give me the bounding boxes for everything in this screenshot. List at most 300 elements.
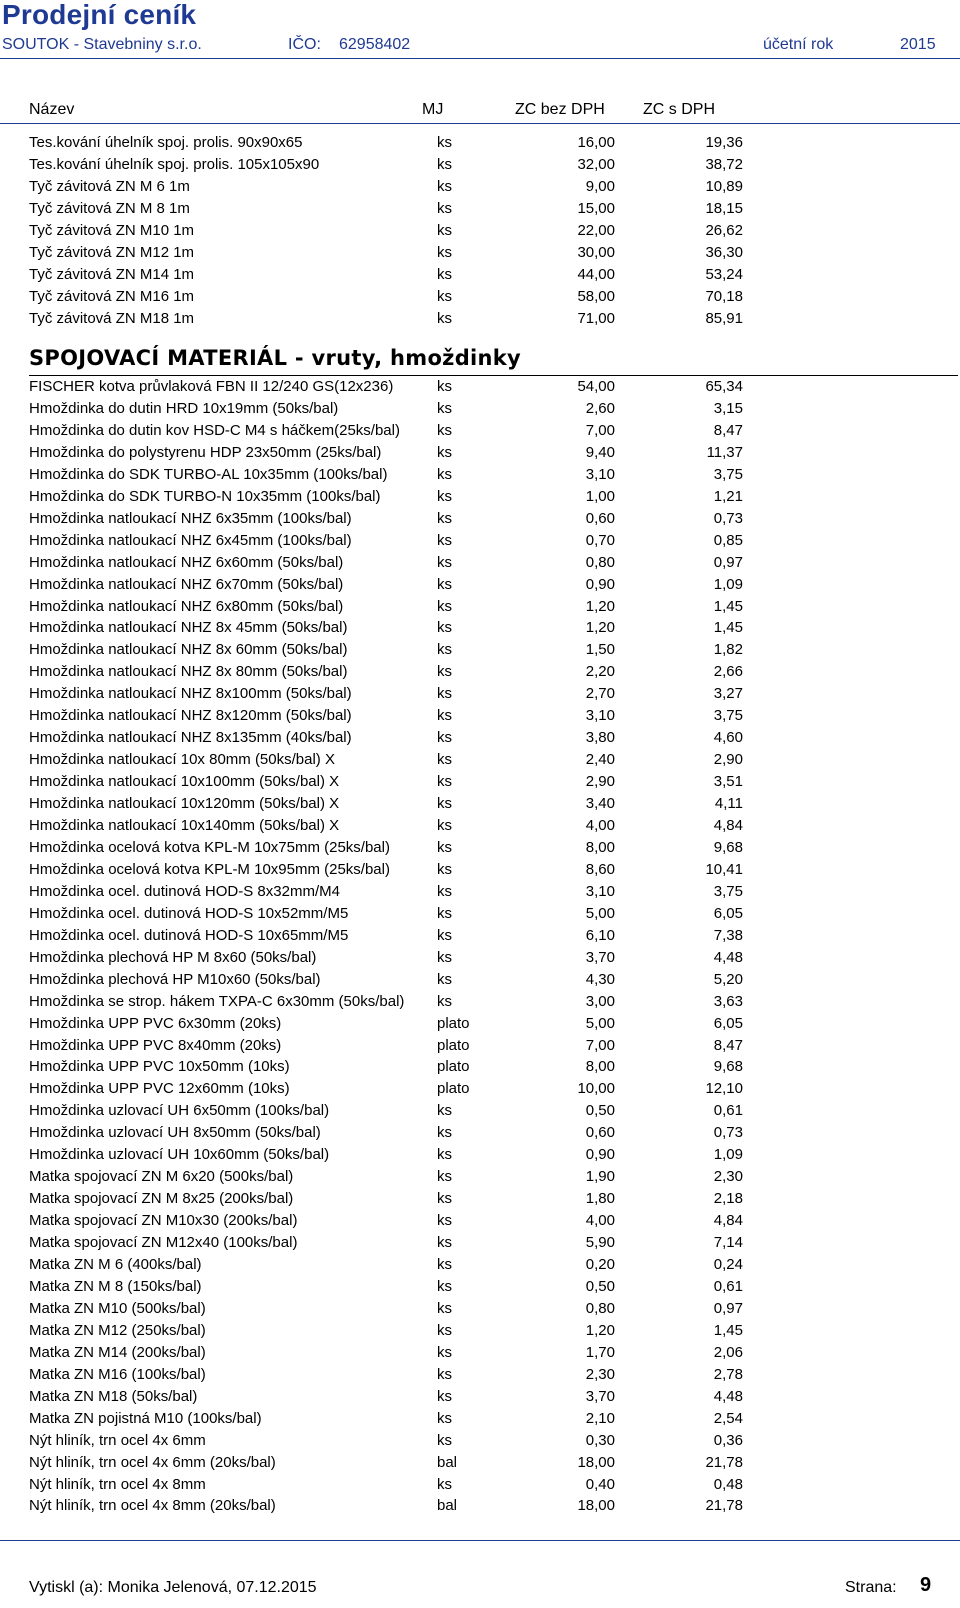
column-header-name: Název <box>29 101 75 118</box>
table-row <box>0 486 960 508</box>
item-unit: ks <box>437 619 452 637</box>
table-row <box>0 903 960 925</box>
item-price-without-vat: 3,80 <box>585 729 615 747</box>
item-price-without-vat: 7,00 <box>585 421 615 439</box>
item-price-with-vat: 0,73 <box>713 1124 743 1142</box>
item-unit: ks <box>437 443 452 461</box>
item-price-without-vat: 22,00 <box>577 221 615 239</box>
column-header-price-with-vat: ZC s DPH <box>643 101 715 118</box>
item-price-with-vat: 1,09 <box>713 575 743 593</box>
item-unit: ks <box>437 1146 452 1164</box>
item-unit: ks <box>437 553 452 571</box>
item-unit: ks <box>437 1409 452 1427</box>
item-name: Tyč závitová ZN M16 1m <box>29 287 195 305</box>
item-unit: bal <box>437 1453 458 1471</box>
item-name: FISCHER kotva průvlaková FBN II 12/240 GS(12x236) <box>29 378 394 395</box>
table-row <box>0 969 960 991</box>
item-price-without-vat: 1,80 <box>585 1190 615 1208</box>
item-name: Hmoždinka natloukací NHZ 8x 60mm (50ks/bal) <box>29 641 348 659</box>
company-name: SOUTOK - Stavebniny s.r.o. <box>2 36 202 53</box>
item-price-with-vat: 1,82 <box>713 641 743 659</box>
column-header-price-without-vat: ZC bez DPH <box>515 101 605 118</box>
item-name: Tyč závitová ZN M10 1m <box>29 221 195 239</box>
page-label: Strana: <box>845 1579 897 1596</box>
item-unit: ks <box>437 663 452 681</box>
item-price-without-vat: 0,20 <box>585 1256 615 1273</box>
item-unit: ks <box>437 970 452 988</box>
item-price-without-vat: 18,00 <box>577 1453 615 1471</box>
item-name: Hmoždinka natloukací NHZ 6x45mm (100ks/bal) <box>29 531 352 549</box>
item-unit: ks <box>437 378 452 395</box>
item-name: Hmoždinka do dutin HRD 10x19mm (50ks/bal) <box>29 399 339 417</box>
ico-label: IČO: <box>288 36 321 53</box>
item-name: Hmoždinka do polystyrenu HDP 23x50mm (25ks/bal) <box>29 443 382 461</box>
item-price-with-vat: 3,51 <box>713 773 743 791</box>
table-row <box>0 442 960 464</box>
item-price-with-vat: 4,60 <box>713 729 743 747</box>
table-row <box>0 376 960 398</box>
item-price-without-vat: 18,00 <box>577 1497 615 1515</box>
table-row <box>0 1276 960 1298</box>
item-price-without-vat: 44,00 <box>577 265 615 283</box>
item-name: Tyč závitová ZN M14 1m <box>29 265 195 283</box>
item-price-with-vat: 2,66 <box>713 663 743 681</box>
item-name: Tyč závitová ZN M18 1m <box>29 309 195 327</box>
item-name: Hmoždinka ocel. dutinová HOD-S 10x52mm/M5 <box>29 904 349 922</box>
item-price-with-vat: 18,15 <box>705 199 743 217</box>
item-name: Nýt hliník, trn ocel 4x 8mm (20ks/bal) <box>29 1497 276 1515</box>
item-price-with-vat: 26,62 <box>705 221 743 239</box>
item-price-without-vat: 9,40 <box>585 443 615 461</box>
table-row <box>0 420 960 442</box>
item-unit: ks <box>437 707 452 725</box>
table-row <box>0 1386 960 1408</box>
item-price-without-vat: 2,30 <box>585 1365 615 1383</box>
item-price-without-vat: 3,00 <box>585 992 615 1010</box>
item-name: Matka ZN M 6 (400ks/bal) <box>29 1256 202 1273</box>
item-name: Nýt hliník, trn ocel 4x 8mm <box>29 1475 206 1493</box>
item-unit: ks <box>437 1299 452 1317</box>
table-row <box>0 639 960 661</box>
item-price-with-vat: 3,75 <box>713 707 743 725</box>
table-row <box>0 1056 960 1078</box>
item-unit: ks <box>437 882 452 900</box>
table-row <box>0 596 960 618</box>
item-unit: ks <box>437 155 452 173</box>
item-name: Hmoždinka natloukací NHZ 6x60mm (50ks/bal) <box>29 553 344 571</box>
item-unit: plato <box>437 1014 470 1032</box>
table-row <box>0 1495 960 1517</box>
item-name: Hmoždinka natloukací 10x120mm (50ks/bal) X <box>29 795 340 813</box>
item-price-without-vat: 4,00 <box>585 1212 615 1230</box>
item-price-with-vat: 36,30 <box>705 243 743 261</box>
table-row <box>0 1078 960 1100</box>
item-unit: ks <box>437 134 452 151</box>
item-price-with-vat: 21,78 <box>705 1497 743 1515</box>
item-unit: ks <box>437 531 452 549</box>
table-row <box>0 198 960 220</box>
item-name: Matka ZN M12 (250ks/bal) <box>29 1321 206 1339</box>
table-row <box>0 1232 960 1254</box>
fiscal-year: 2015 <box>900 36 936 53</box>
item-name: Hmoždinka uzlovací UH 6x50mm (100ks/bal) <box>29 1102 330 1120</box>
table-row <box>0 508 960 530</box>
item-price-without-vat: 2,70 <box>585 685 615 703</box>
item-unit: ks <box>437 838 452 856</box>
item-price-without-vat: 0,80 <box>585 553 615 571</box>
table-row <box>0 727 960 749</box>
item-price-with-vat: 1,45 <box>713 1321 743 1339</box>
table-row <box>0 705 960 727</box>
item-price-without-vat: 58,00 <box>577 287 615 305</box>
item-unit: ks <box>437 265 452 283</box>
item-name: Hmoždinka natloukací NHZ 8x 80mm (50ks/bal) <box>29 663 348 681</box>
item-name: Tes.kování úhelník spoj. prolis. 105x105x90 <box>29 155 320 173</box>
item-unit: ks <box>437 1431 452 1449</box>
item-price-with-vat: 1,45 <box>713 619 743 637</box>
table-row <box>0 1430 960 1452</box>
table-row <box>0 154 960 176</box>
item-unit: ks <box>437 199 452 217</box>
item-price-with-vat: 3,63 <box>713 992 743 1010</box>
item-price-without-vat: 0,60 <box>585 509 615 527</box>
table-row <box>0 286 960 308</box>
item-price-without-vat: 4,30 <box>585 970 615 988</box>
item-price-with-vat: 2,30 <box>713 1168 743 1186</box>
item-price-with-vat: 4,48 <box>713 1387 743 1405</box>
table-row <box>0 398 960 420</box>
item-price-with-vat: 0,61 <box>713 1102 743 1120</box>
item-name: Hmoždinka ocelová kotva KPL-M 10x75mm (25ks/bal) <box>29 838 390 856</box>
item-price-without-vat: 0,50 <box>585 1102 615 1120</box>
item-name: Hmoždinka natloukací 10x 80mm (50ks/bal) X <box>29 751 335 769</box>
item-unit: ks <box>437 817 452 834</box>
item-price-with-vat: 2,78 <box>713 1365 743 1383</box>
item-unit: ks <box>437 926 452 944</box>
item-name: Nýt hliník, trn ocel 4x 6mm <box>29 1431 206 1449</box>
item-price-with-vat: 65,34 <box>705 378 743 395</box>
header-divider <box>0 58 960 59</box>
item-unit: ks <box>437 773 452 791</box>
item-name: Hmoždinka do SDK TURBO-AL 10x35mm (100ks/bal) <box>29 465 388 483</box>
item-price-with-vat: 6,05 <box>713 1014 743 1032</box>
item-price-with-vat: 8,47 <box>713 421 743 439</box>
item-price-without-vat: 1,90 <box>585 1168 615 1186</box>
table-row <box>0 1035 960 1057</box>
item-name: Matka spojovací ZN M10x30 (200ks/bal) <box>29 1212 298 1230</box>
item-unit: ks <box>437 904 452 922</box>
table-row <box>0 771 960 793</box>
table-row <box>0 837 960 859</box>
item-price-without-vat: 0,90 <box>585 575 615 593</box>
column-header-mj: MJ <box>422 101 444 118</box>
item-price-without-vat: 0,80 <box>585 1299 615 1317</box>
item-price-with-vat: 0,48 <box>713 1475 743 1493</box>
item-price-without-vat: 0,50 <box>585 1277 615 1295</box>
table-row <box>0 552 960 574</box>
table-row <box>0 815 960 837</box>
table-row <box>0 574 960 596</box>
item-price-with-vat: 53,24 <box>705 265 743 283</box>
item-price-without-vat: 3,10 <box>585 465 615 483</box>
item-price-with-vat: 70,18 <box>705 287 743 305</box>
item-unit: ks <box>437 1102 452 1120</box>
item-price-without-vat: 2,10 <box>585 1409 615 1427</box>
item-price-without-vat: 9,00 <box>585 177 615 195</box>
item-name: Hmoždinka UPP PVC 10x50mm (10ks) <box>29 1058 290 1076</box>
item-price-with-vat: 3,75 <box>713 882 743 900</box>
table-row <box>0 1166 960 1188</box>
item-price-without-vat: 3,10 <box>585 707 615 725</box>
item-price-without-vat: 7,00 <box>585 1036 615 1054</box>
item-price-with-vat: 2,90 <box>713 751 743 769</box>
item-price-with-vat: 0,61 <box>713 1277 743 1295</box>
item-name: Hmoždinka natloukací NHZ 6x35mm (100ks/bal) <box>29 509 352 527</box>
table-row <box>0 132 960 154</box>
item-name: Hmoždinka uzlovací UH 10x60mm (50ks/bal) <box>29 1146 330 1164</box>
table-row <box>0 661 960 683</box>
item-price-with-vat: 85,91 <box>705 309 743 327</box>
fiscal-year-label: účetní rok <box>763 36 834 53</box>
item-name: Hmoždinka natloukací NHZ 8x120mm (50ks/bal) <box>29 707 352 725</box>
item-price-with-vat: 3,27 <box>713 685 743 703</box>
item-unit: ks <box>437 575 452 593</box>
table-row <box>0 617 960 639</box>
item-unit: ks <box>437 1343 452 1361</box>
item-name: Matka ZN M16 (100ks/bal) <box>29 1365 206 1383</box>
item-unit: ks <box>437 221 452 239</box>
table-row <box>0 1013 960 1035</box>
table-row <box>0 1298 960 1320</box>
item-name: Hmoždinka UPP PVC 12x60mm (10ks) <box>29 1080 290 1098</box>
item-unit: ks <box>437 1387 452 1405</box>
item-unit: ks <box>437 487 452 505</box>
table-row <box>0 1188 960 1210</box>
table-row <box>0 749 960 771</box>
item-price-without-vat: 2,60 <box>585 399 615 417</box>
item-price-without-vat: 8,00 <box>585 838 615 856</box>
item-name: Hmoždinka natloukací NHZ 8x 45mm (50ks/bal) <box>29 619 348 637</box>
item-price-without-vat: 54,00 <box>577 378 615 395</box>
item-price-without-vat: 1,20 <box>585 619 615 637</box>
item-unit: ks <box>437 641 452 659</box>
item-name: Hmoždinka ocel. dutinová HOD-S 8x32mm/M4 <box>29 882 340 900</box>
item-price-without-vat: 1,00 <box>585 487 615 505</box>
item-unit: ks <box>437 465 452 483</box>
item-price-without-vat: 2,90 <box>585 773 615 791</box>
item-price-with-vat: 0,24 <box>713 1256 743 1273</box>
item-name: Hmoždinka plechová HP M 8x60 (50ks/bal) <box>29 948 317 966</box>
item-unit: ks <box>437 1124 452 1142</box>
ico-value: 62958402 <box>339 36 411 53</box>
item-price-without-vat: 8,60 <box>585 860 615 878</box>
item-name: Hmoždinka UPP PVC 6x30mm (20ks) <box>29 1014 282 1032</box>
item-unit: plato <box>437 1058 470 1076</box>
item-price-without-vat: 3,10 <box>585 882 615 900</box>
table-row <box>0 1364 960 1386</box>
table-row <box>0 1100 960 1122</box>
page-number: 9 <box>920 1574 932 1596</box>
item-name: Hmoždinka natloukací 10x100mm (50ks/bal) X <box>29 773 340 791</box>
item-price-without-vat: 2,40 <box>585 751 615 769</box>
item-name: Hmoždinka se strop. hákem TXPA-C 6x30mm (50ks/bal) <box>29 992 405 1010</box>
table-row <box>0 1342 960 1364</box>
item-price-without-vat: 0,90 <box>585 1146 615 1164</box>
item-price-with-vat: 7,14 <box>713 1234 743 1252</box>
item-name: Hmoždinka natloukací NHZ 6x80mm (50ks/bal) <box>29 597 344 615</box>
table-row <box>0 308 960 330</box>
table-row <box>0 1144 960 1166</box>
item-price-with-vat: 19,36 <box>705 134 743 151</box>
item-price-with-vat: 9,68 <box>713 838 743 856</box>
item-unit: ks <box>437 597 452 615</box>
item-price-with-vat: 0,97 <box>713 553 743 571</box>
item-price-with-vat: 11,37 <box>706 443 743 461</box>
item-unit: ks <box>437 509 452 527</box>
item-unit: ks <box>437 795 452 813</box>
item-price-with-vat: 1,09 <box>713 1146 743 1164</box>
column-header-divider <box>0 123 960 124</box>
table-row <box>0 1408 960 1430</box>
printed-by: Vytiskl (a): Monika Jelenová, 07.12.2015 <box>29 1579 317 1596</box>
item-price-without-vat: 6,10 <box>585 926 615 944</box>
table-row <box>0 1210 960 1232</box>
item-name: Matka ZN pojistná M10 (100ks/bal) <box>29 1409 262 1427</box>
item-price-with-vat: 0,36 <box>713 1431 743 1449</box>
item-price-with-vat: 21,78 <box>705 1453 743 1471</box>
table-row <box>0 683 960 705</box>
item-price-without-vat: 15,00 <box>577 199 615 217</box>
item-unit: ks <box>437 399 452 417</box>
item-price-without-vat: 0,40 <box>585 1475 615 1493</box>
item-name: Tyč závitová ZN M 8 1m <box>29 199 190 217</box>
item-name: Matka spojovací ZN M 6x20 (500ks/bal) <box>29 1168 294 1186</box>
item-unit: ks <box>437 751 452 769</box>
item-name: Hmoždinka ocelová kotva KPL-M 10x95mm (25ks/bal) <box>29 860 390 878</box>
table-row <box>0 220 960 242</box>
item-unit: ks <box>437 1365 452 1383</box>
item-price-without-vat: 0,70 <box>585 531 615 549</box>
item-price-without-vat: 2,20 <box>585 663 615 681</box>
item-name: Matka spojovací ZN M12x40 (100ks/bal) <box>29 1234 298 1252</box>
item-unit: ks <box>437 729 452 747</box>
item-price-with-vat: 5,20 <box>713 970 743 988</box>
footer-divider <box>0 1540 960 1541</box>
table-row <box>0 1452 960 1474</box>
item-price-with-vat: 38,72 <box>705 155 743 173</box>
item-price-with-vat: 8,47 <box>713 1036 743 1054</box>
item-name: Hmoždinka uzlovací UH 8x50mm (50ks/bal) <box>29 1124 321 1142</box>
item-unit: ks <box>437 287 452 305</box>
item-unit: ks <box>437 992 452 1010</box>
item-price-without-vat: 3,40 <box>585 795 615 813</box>
item-price-with-vat: 9,68 <box>713 1058 743 1076</box>
item-price-with-vat: 6,05 <box>713 904 743 922</box>
table-row <box>0 530 960 552</box>
item-price-without-vat: 30,00 <box>577 243 615 261</box>
item-price-with-vat: 1,21 <box>713 487 743 505</box>
item-name: Hmoždinka natloukací 10x140mm (50ks/bal) X <box>29 817 340 834</box>
table-row <box>0 947 960 969</box>
item-price-without-vat: 32,00 <box>577 155 615 173</box>
item-price-with-vat: 4,11 <box>714 795 743 813</box>
item-price-without-vat: 5,00 <box>585 904 615 922</box>
item-price-with-vat: 0,85 <box>713 531 743 549</box>
table-row <box>0 264 960 286</box>
item-unit: ks <box>437 685 452 703</box>
item-price-with-vat: 2,18 <box>713 1190 743 1208</box>
item-price-without-vat: 0,60 <box>585 1124 615 1142</box>
item-name: Hmoždinka do SDK TURBO-N 10x35mm (100ks/bal) <box>29 487 381 505</box>
item-unit: ks <box>437 1168 452 1186</box>
table-row <box>0 859 960 881</box>
table-row <box>0 1122 960 1144</box>
item-price-without-vat: 4,00 <box>585 817 615 834</box>
item-price-without-vat: 1,70 <box>585 1343 615 1361</box>
item-price-with-vat: 3,75 <box>713 465 743 483</box>
item-price-without-vat: 71,00 <box>577 309 615 327</box>
item-unit: bal <box>437 1497 458 1515</box>
item-price-without-vat: 3,70 <box>585 948 615 966</box>
item-price-with-vat: 7,38 <box>713 926 743 944</box>
item-unit: ks <box>437 1212 452 1230</box>
item-name: Tes.kování úhelník spoj. prolis. 90x90x65 <box>29 134 303 151</box>
item-price-with-vat: 10,41 <box>705 860 743 878</box>
item-price-with-vat: 12,10 <box>705 1080 743 1098</box>
item-price-without-vat: 16,00 <box>577 134 615 151</box>
table-row <box>0 925 960 947</box>
item-name: Hmoždinka plechová HP M10x60 (50ks/bal) <box>29 970 321 988</box>
item-unit: ks <box>437 309 452 327</box>
item-unit: ks <box>437 1321 452 1339</box>
table-row <box>0 881 960 903</box>
item-price-without-vat: 8,00 <box>585 1058 615 1076</box>
item-name: Hmoždinka natloukací NHZ 8x135mm (40ks/bal) <box>29 729 352 747</box>
item-name: Hmoždinka ocel. dutinová HOD-S 10x65mm/M5 <box>29 926 349 944</box>
item-unit: ks <box>437 243 452 261</box>
table-row <box>0 1254 960 1276</box>
table-row <box>0 242 960 264</box>
item-name: Hmoždinka natloukací NHZ 8x100mm (50ks/bal) <box>29 685 352 703</box>
table-row <box>0 1474 960 1496</box>
item-unit: ks <box>437 1277 452 1295</box>
item-name: Hmoždinka natloukací NHZ 6x70mm (50ks/bal) <box>29 575 344 593</box>
item-price-with-vat: 4,84 <box>713 1212 743 1230</box>
item-unit: ks <box>437 1256 452 1273</box>
item-price-with-vat: 4,84 <box>713 817 743 834</box>
item-price-without-vat: 3,70 <box>585 1387 615 1405</box>
item-unit: ks <box>437 860 452 878</box>
item-price-without-vat: 5,90 <box>585 1234 615 1252</box>
item-price-with-vat: 10,89 <box>705 177 743 195</box>
item-name: Hmoždinka UPP PVC 8x40mm (20ks) <box>29 1036 282 1054</box>
table-row <box>0 176 960 198</box>
table-row <box>0 793 960 815</box>
item-unit: ks <box>437 1190 452 1208</box>
item-price-without-vat: 5,00 <box>585 1014 615 1032</box>
table-row <box>0 1320 960 1342</box>
item-price-with-vat: 0,73 <box>713 509 743 527</box>
item-name: Nýt hliník, trn ocel 4x 6mm (20ks/bal) <box>29 1453 276 1471</box>
item-unit: plato <box>437 1080 470 1098</box>
item-price-with-vat: 0,97 <box>713 1299 743 1317</box>
item-name: Matka ZN M14 (200ks/bal) <box>29 1343 206 1361</box>
item-price-without-vat: 10,00 <box>577 1080 615 1098</box>
item-price-without-vat: 0,30 <box>585 1431 615 1449</box>
item-unit: ks <box>437 948 452 966</box>
item-price-without-vat: 1,50 <box>585 641 615 659</box>
item-name: Matka spojovací ZN M 8x25 (200ks/bal) <box>29 1190 294 1208</box>
